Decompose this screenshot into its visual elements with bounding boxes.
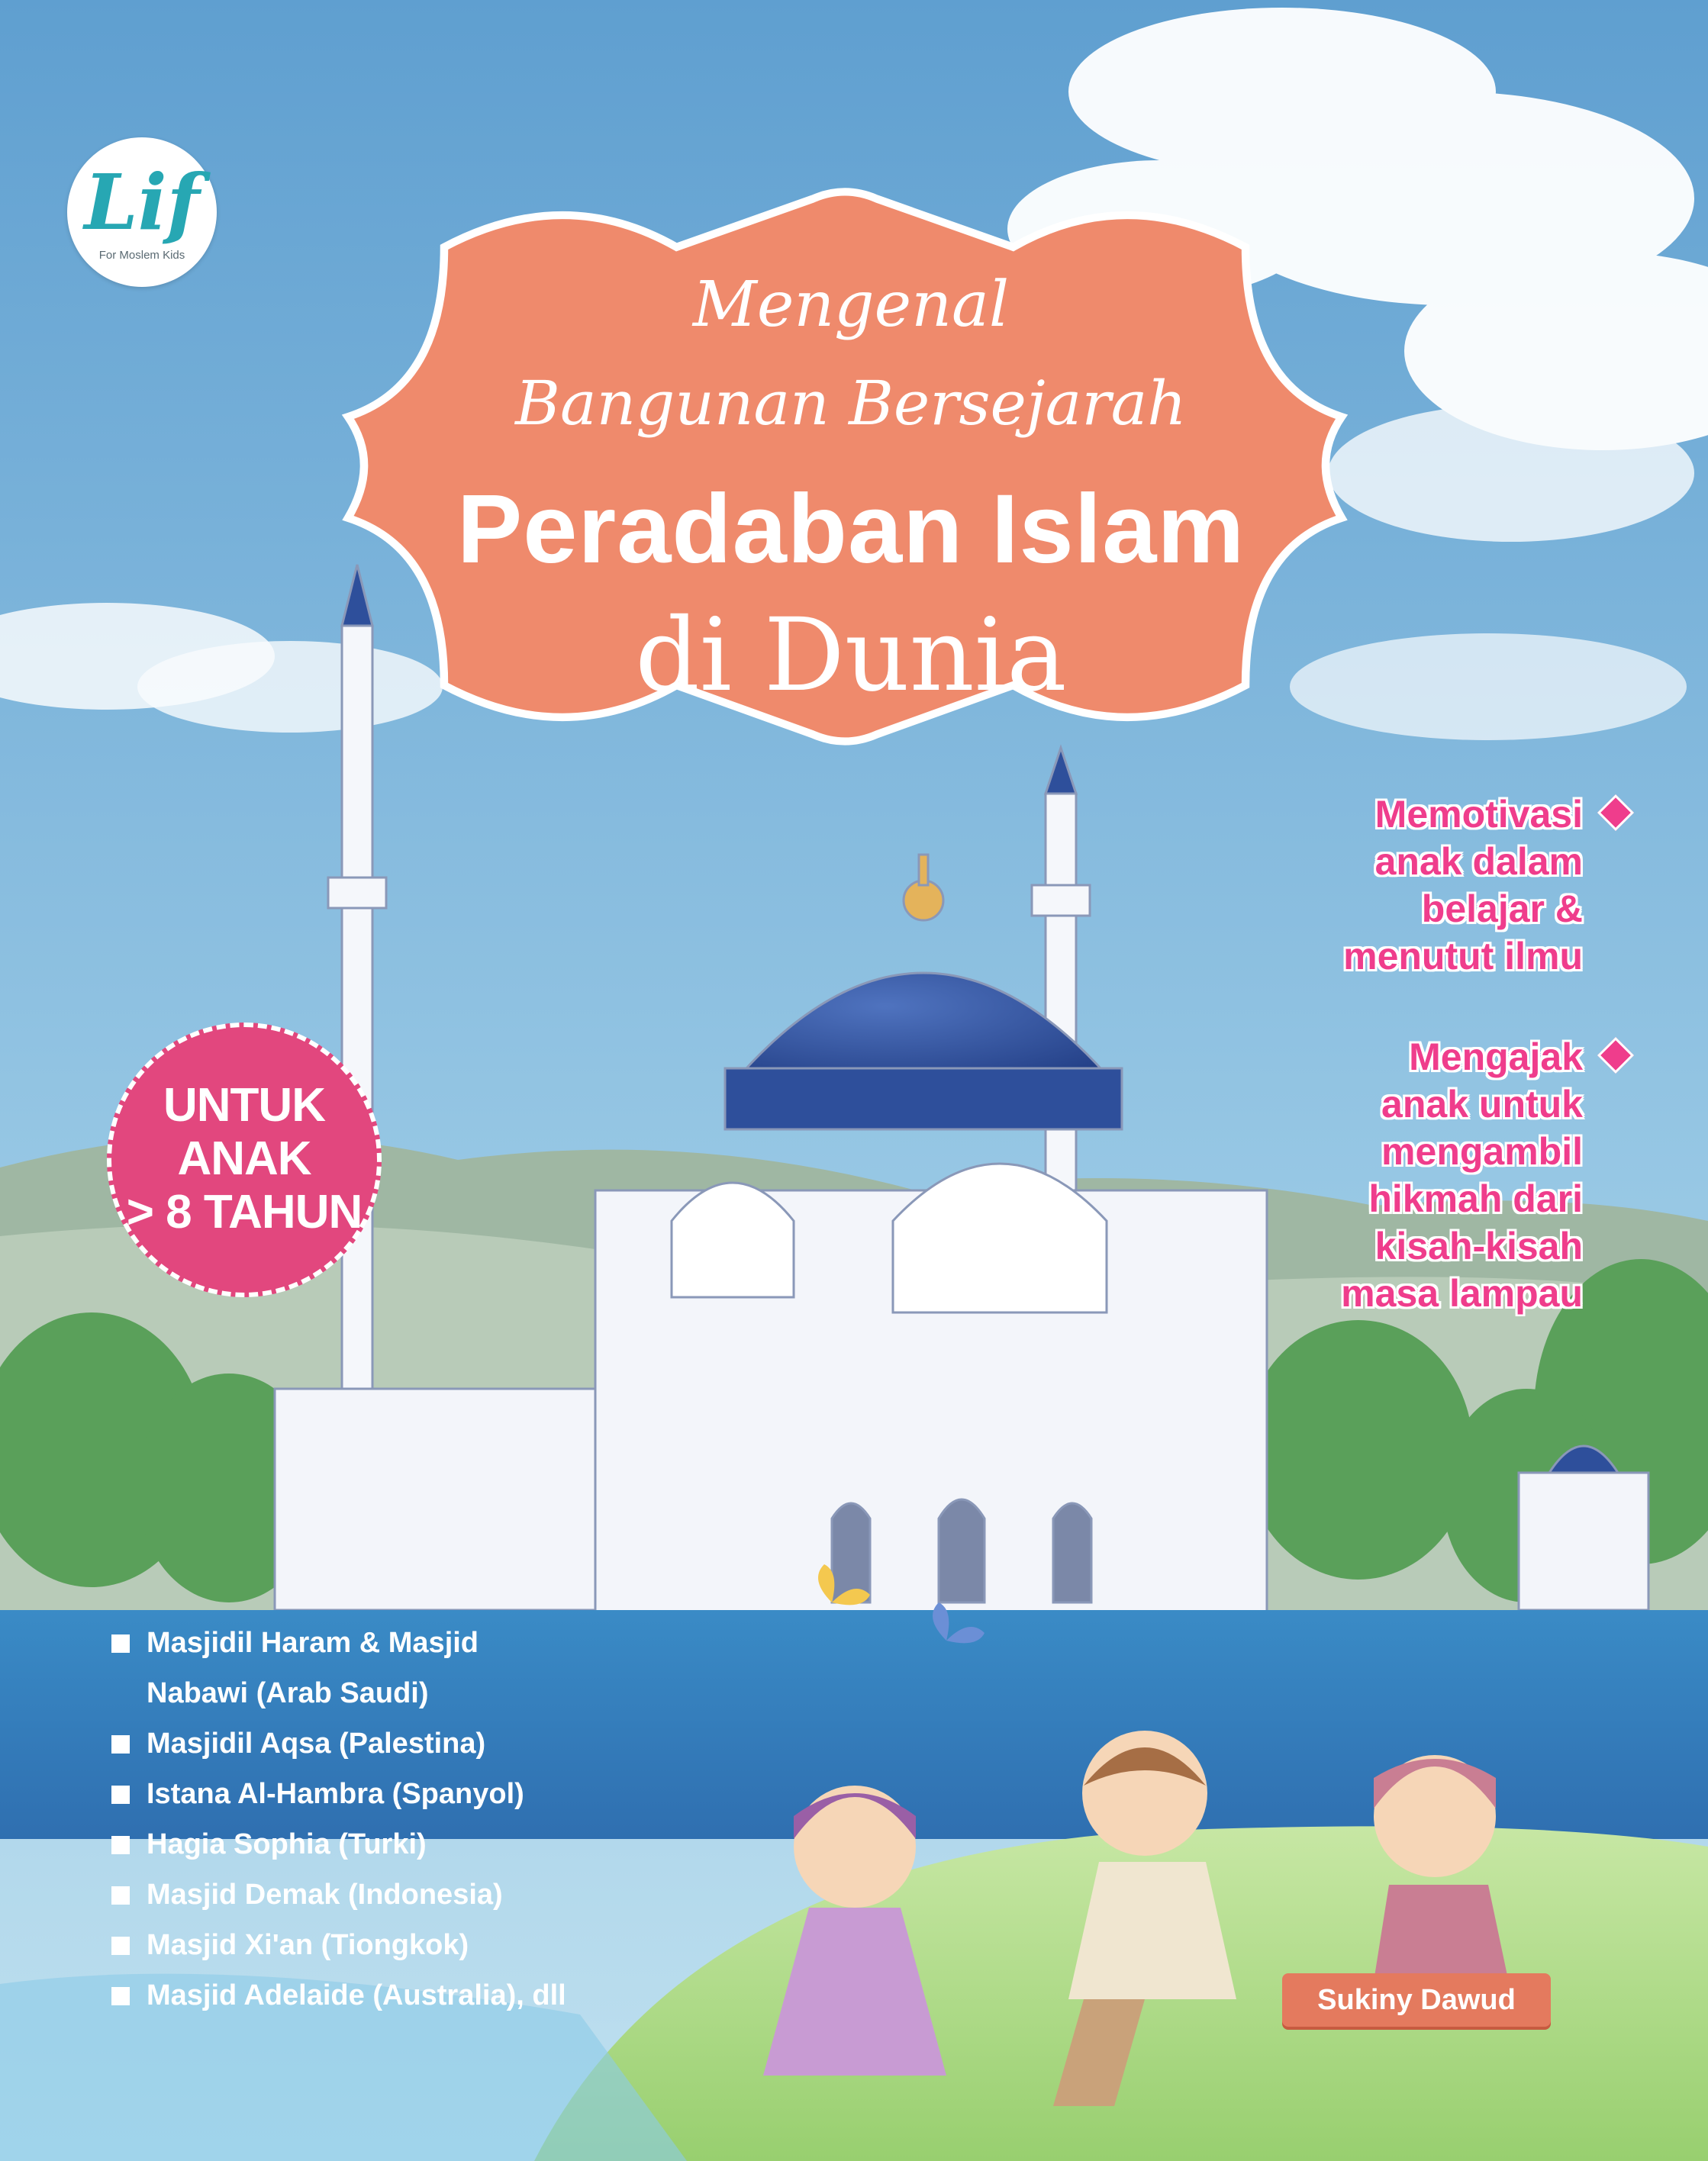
feature-line: masa lampau: [1341, 1272, 1583, 1315]
list-item-text: Masjid Demak (Indonesia): [147, 1879, 503, 1911]
square-bullet-icon: [111, 1886, 130, 1905]
feature-line: anak untuk: [1381, 1083, 1583, 1126]
list-item-text: Nabawi (Arab Saudi): [147, 1677, 429, 1709]
title-line-3: Peradaban Islam: [456, 475, 1246, 584]
list-item-text: Istana Al-Hambra (Spanyol): [147, 1778, 524, 1810]
list-item: [107, 1819, 687, 1870]
feature-line: Mengajak: [1409, 1035, 1583, 1078]
feature-line: kisah-kisah: [1374, 1225, 1583, 1267]
contents-list: [107, 1618, 687, 2021]
title-line-1: Mengenal: [692, 269, 1010, 341]
age-badge-line-2: ANAK: [177, 1132, 311, 1185]
age-badge: [107, 1023, 382, 1297]
list-item: [107, 1970, 687, 2021]
feature-line: menutut ilmu: [1343, 935, 1583, 977]
list-item: [107, 1920, 687, 1970]
square-bullet-icon: [111, 1937, 130, 1955]
title-line-4: di Dunia: [635, 597, 1067, 714]
feature-item: [1174, 1033, 1632, 1317]
publisher-logo-mark: Lif: [84, 157, 200, 247]
feature-line: mengambil: [1381, 1130, 1583, 1173]
publisher-logo: [67, 137, 217, 287]
list-item-text: Masjidil Haram & Masjid: [147, 1627, 479, 1659]
feature-line: hikmah dari: [1368, 1177, 1583, 1220]
list-item: [107, 1618, 687, 1718]
feature-item: [1174, 791, 1632, 980]
diamond-bullet-icon: [1597, 1037, 1634, 1074]
list-item: [107, 1870, 687, 1920]
diamond-bullet-icon: [1597, 794, 1634, 831]
list-item-text: Hagia Sophia (Turki): [147, 1828, 427, 1860]
square-bullet-icon: [111, 1634, 130, 1653]
title-badge: [336, 200, 1366, 849]
square-bullet-icon: [111, 1987, 130, 2005]
square-bullet-icon: [111, 1735, 130, 1754]
feature-line: belajar &: [1421, 887, 1583, 930]
feature-line: Memotivasi: [1374, 793, 1583, 836]
list-item-text: Masjidil Aqsa (Palestina): [147, 1728, 486, 1760]
age-badge-line-1: UNTUK: [163, 1079, 325, 1132]
square-bullet-icon: [111, 1836, 130, 1854]
square-bullet-icon: [111, 1786, 130, 1804]
list-item: [107, 1718, 687, 1769]
author-label: Sukiny Dawud: [1282, 1973, 1551, 2027]
feature-list: [1174, 791, 1632, 1370]
list-item-text: Masjid Xi'an (Tiongkok): [147, 1929, 469, 1961]
age-badge-line-3: > 8 TAHUN: [126, 1186, 363, 1238]
list-item: [107, 1769, 687, 1819]
title-line-2: Bangunan Bersejarah: [515, 368, 1187, 439]
feature-line: anak dalam: [1374, 840, 1583, 883]
list-item-text: Masjid Adelaide (Australia), dll: [147, 1979, 566, 2011]
publisher-tagline: For Moslem Kids: [98, 249, 185, 262]
